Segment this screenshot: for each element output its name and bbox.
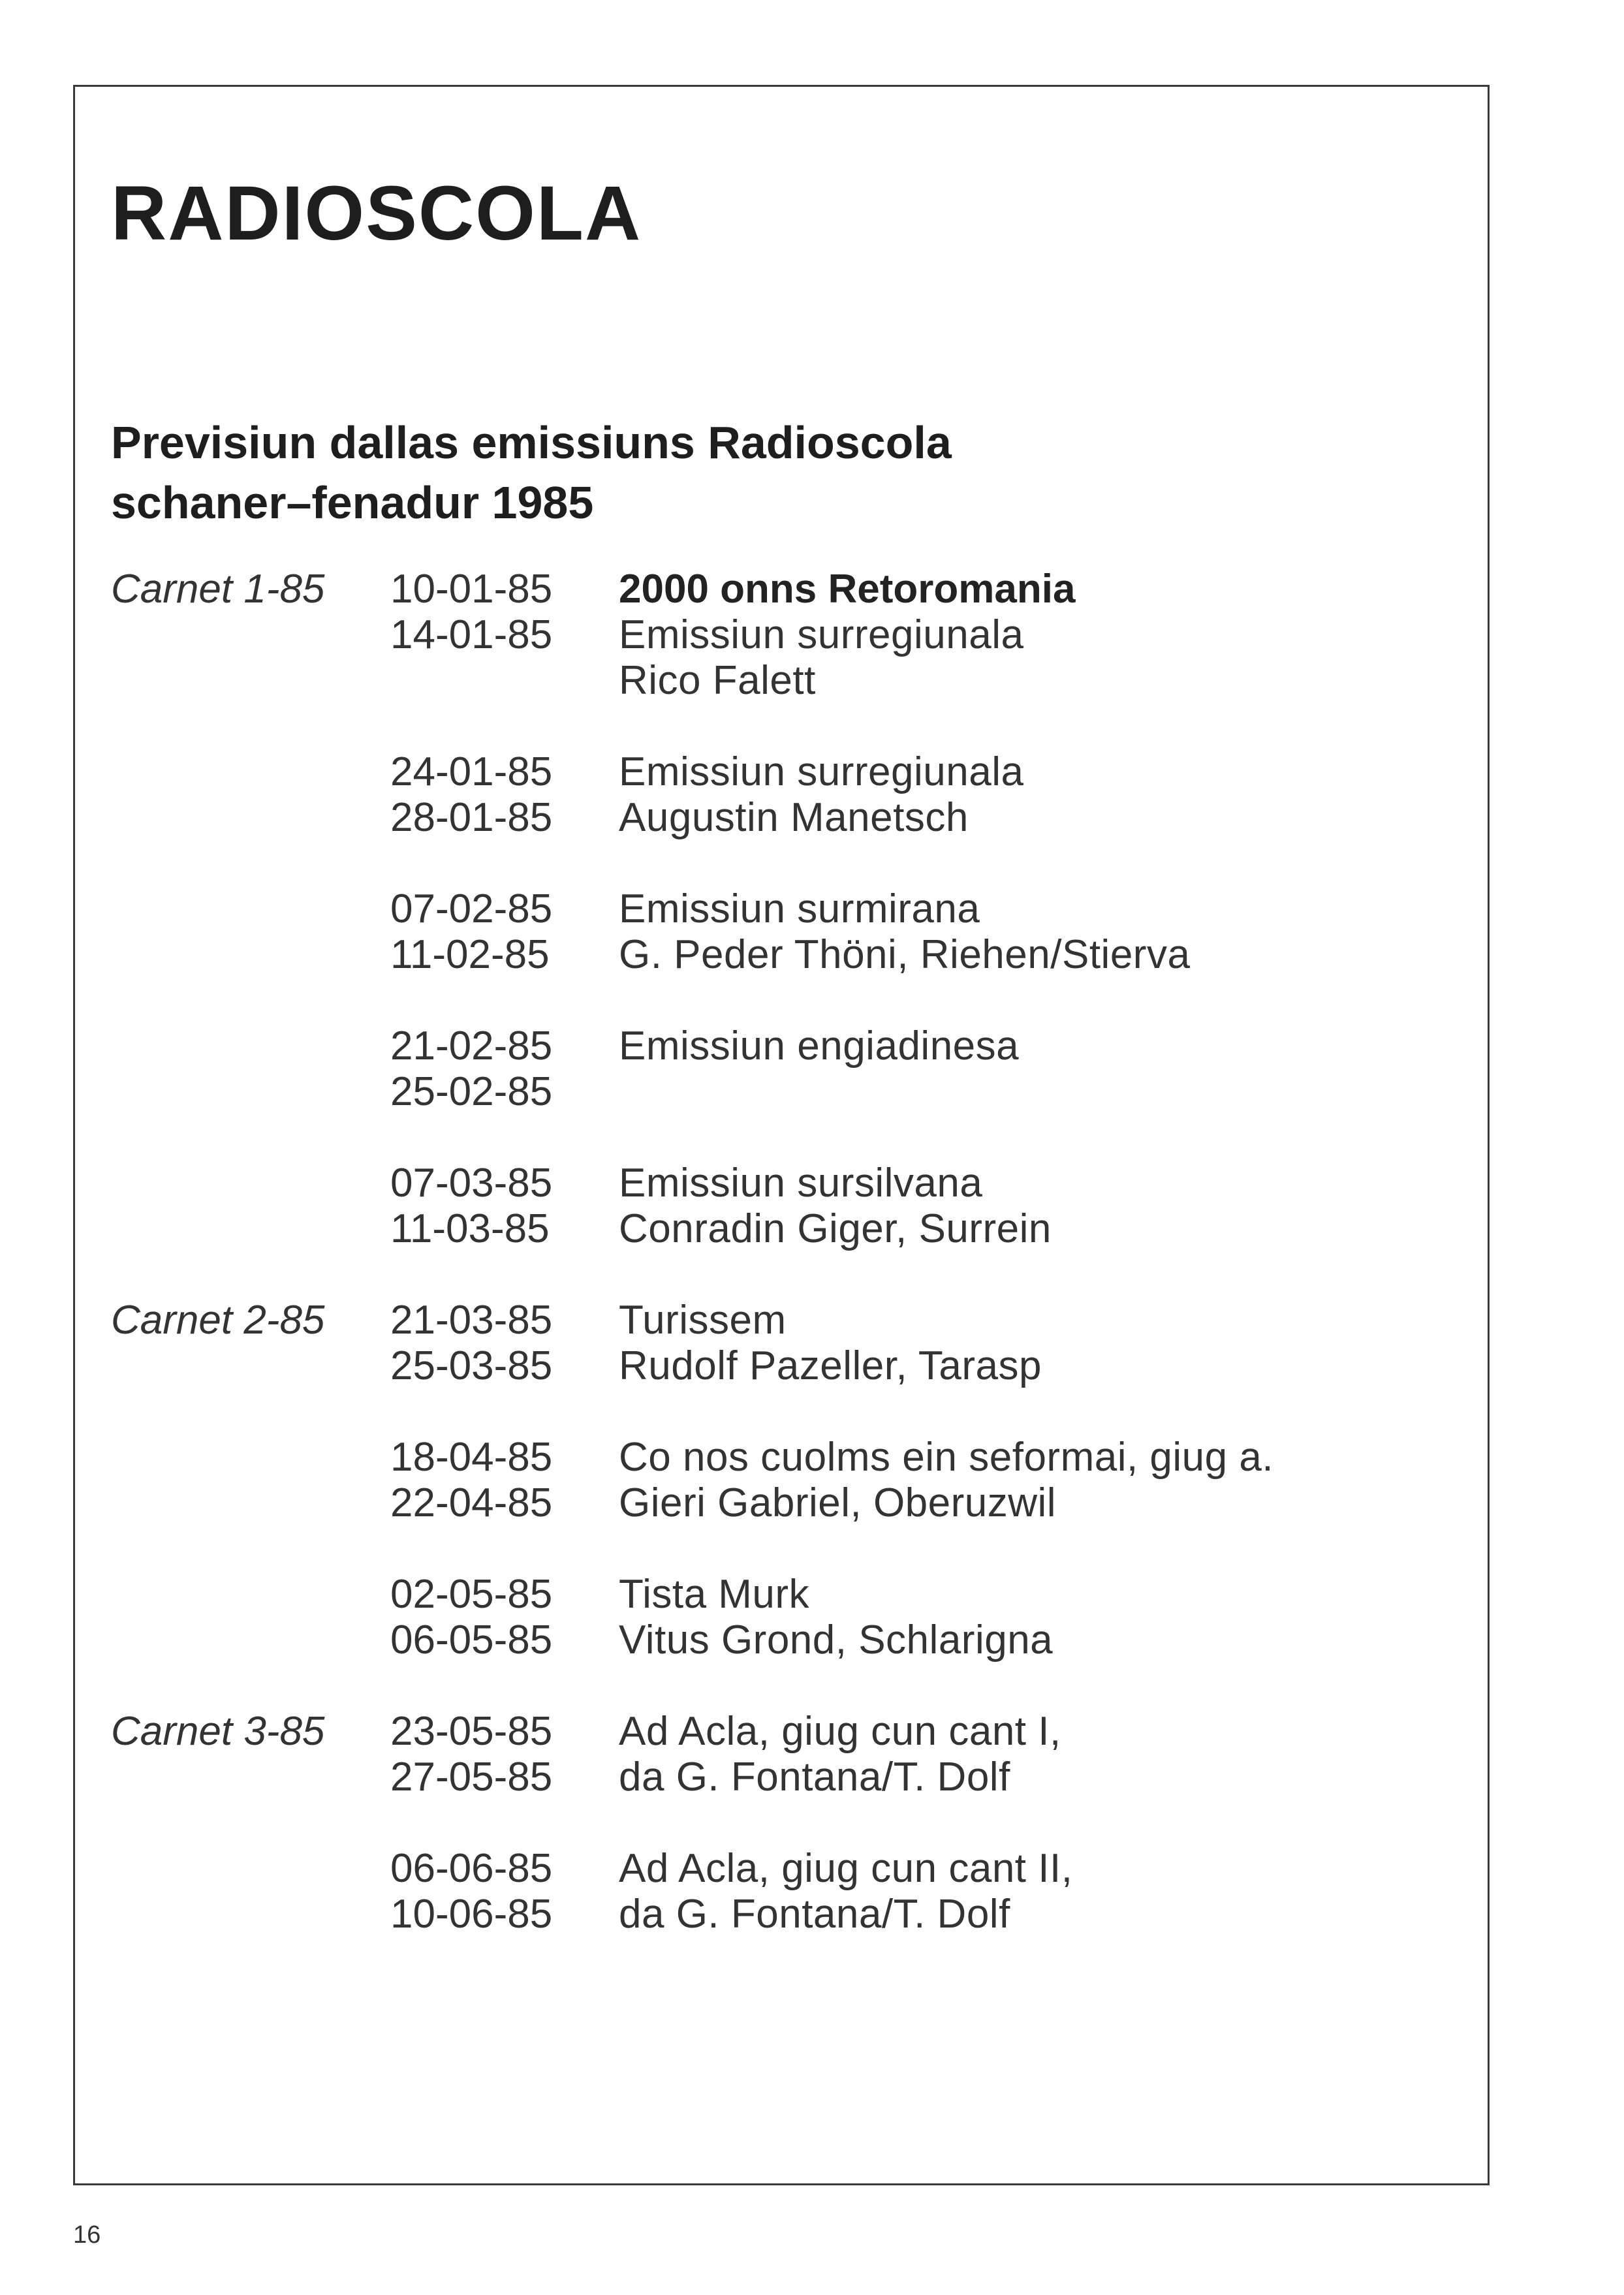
schedule-row — [0, 794, 1624, 841]
subtitle-line: schaner–fenadur 1985 — [111, 477, 594, 528]
broadcast-date: 28-01-85 — [390, 795, 553, 840]
broadcast-description: Emissiun engiadinesa — [619, 1023, 1020, 1069]
broadcast-date: 11-02-85 — [390, 932, 550, 977]
page-subtitle — [111, 413, 952, 533]
schedule-row — [0, 1023, 1624, 1070]
schedule-row — [0, 1480, 1624, 1527]
carnet-label: Carnet 3-85 — [111, 1709, 325, 1754]
broadcast-date: 27-05-85 — [390, 1755, 553, 1800]
broadcast-date: 18-04-85 — [390, 1435, 553, 1480]
broadcast-description: Emissiun surregiunala — [619, 749, 1024, 794]
broadcast-description: Ad Acla, giug cun cant II, — [619, 1846, 1073, 1891]
broadcast-description: Turissem — [619, 1298, 787, 1343]
broadcast-description: Rudolf Pazeller, Tarasp — [619, 1343, 1042, 1388]
broadcast-description: Gieri Gabriel, Oberuzwil — [619, 1480, 1057, 1525]
broadcast-date: 07-02-85 — [390, 886, 553, 931]
broadcast-date: 02-05-85 — [390, 1572, 553, 1617]
broadcast-description: Augustin Manetsch — [619, 795, 969, 840]
broadcast-date: 10-06-85 — [390, 1892, 553, 1937]
broadcast-date: 25-02-85 — [390, 1069, 553, 1114]
broadcast-date: 06-05-85 — [390, 1617, 553, 1663]
broadcast-description: da G. Fontana/T. Dolf — [619, 1755, 1010, 1800]
schedule-row — [0, 1891, 1624, 1938]
broadcast-date: 24-01-85 — [390, 749, 553, 794]
broadcast-date: 11-03-85 — [390, 1206, 550, 1251]
broadcast-date: 21-02-85 — [390, 1023, 553, 1069]
schedule-row — [0, 1297, 1624, 1344]
broadcast-date: 23-05-85 — [390, 1709, 553, 1754]
page-number: 16 — [73, 2221, 101, 2249]
schedule-row — [0, 1343, 1624, 1390]
broadcast-description: da G. Fontana/T. Dolf — [619, 1892, 1010, 1937]
schedule-row — [0, 1571, 1624, 1618]
broadcast-date: 21-03-85 — [390, 1298, 553, 1343]
schedule-row — [0, 657, 1624, 704]
schedule-row — [0, 886, 1624, 933]
broadcast-date: 14-01-85 — [390, 612, 553, 657]
schedule-row — [0, 1434, 1624, 1481]
broadcast-description: Co nos cuolms ein seformai, giug a. — [619, 1435, 1274, 1480]
schedule-row — [0, 566, 1624, 613]
page-title: RADIOSCOLA — [111, 170, 642, 257]
broadcast-date: 22-04-85 — [390, 1480, 553, 1525]
schedule-row — [0, 931, 1624, 978]
broadcast-description: G. Peder Thöni, Riehen/Stierva — [619, 932, 1191, 977]
broadcast-date: 07-03-85 — [390, 1161, 553, 1206]
schedule-row — [0, 1617, 1624, 1664]
broadcast-date: 10-01-85 — [390, 567, 553, 612]
schedule-row — [0, 612, 1624, 659]
broadcast-description: Tista Murk — [619, 1572, 810, 1617]
broadcast-description: Conradin Giger, Surrein — [619, 1206, 1052, 1251]
carnet-label: Carnet 1-85 — [111, 567, 325, 612]
schedule-row — [0, 1845, 1624, 1892]
schedule-row — [0, 1708, 1624, 1755]
broadcast-date: 25-03-85 — [390, 1343, 553, 1388]
broadcast-description: Emissiun surregiunala — [619, 612, 1024, 657]
broadcast-description: Ad Acla, giug cun cant I, — [619, 1709, 1061, 1754]
schedule-row — [0, 1206, 1624, 1253]
schedule-row — [0, 1069, 1624, 1116]
broadcast-description: 2000 onns Retoromania — [619, 567, 1076, 612]
subtitle-line: Previsiun dallas emissiuns Radioscola — [111, 417, 952, 468]
schedule-row — [0, 1754, 1624, 1801]
broadcast-date: 06-06-85 — [390, 1846, 553, 1891]
broadcast-description: Emissiun surmirana — [619, 886, 980, 931]
schedule-row — [0, 749, 1624, 796]
broadcast-description: Emissiun sursilvana — [619, 1161, 983, 1206]
carnet-label: Carnet 2-85 — [111, 1298, 325, 1343]
broadcast-description: Vitus Grond, Schlarigna — [619, 1617, 1054, 1663]
broadcast-description: Rico Falett — [619, 658, 816, 703]
schedule-row — [0, 1160, 1624, 1207]
